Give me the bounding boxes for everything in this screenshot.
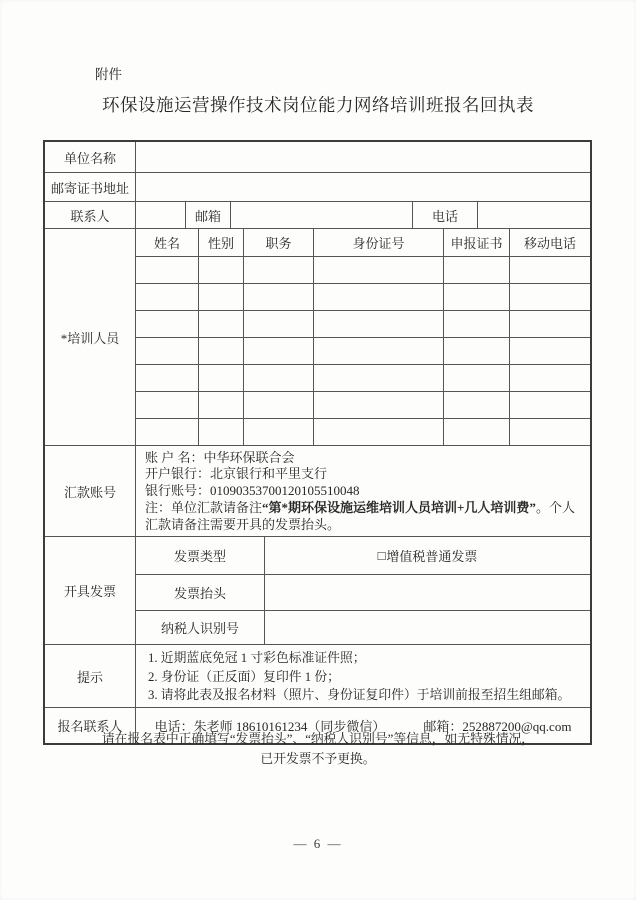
mailing-address-value-cell: [135, 173, 590, 201]
registration-contact-label: 报名联系人: [57, 719, 123, 734]
col-header-mobile: 移动电话: [509, 229, 590, 256]
remittance-row: [45, 445, 590, 536]
invoice-type-value: [264, 537, 590, 574]
contact-name-cell: [135, 202, 185, 228]
personnel-empty-row: [136, 418, 590, 445]
personnel-empty-row: [136, 310, 590, 337]
checkbox-icon: □: [377, 547, 386, 563]
col-header-gender: 性别: [198, 229, 243, 256]
attachment-label: 附件: [95, 67, 122, 82]
personnel-header-row: [136, 229, 590, 256]
personnel-label: *培训人员: [60, 330, 120, 346]
invoice-section: [45, 536, 590, 644]
invoice-title-label: 发票抬头: [173, 586, 226, 601]
footer-note: [0, 729, 636, 769]
remittance-account-number: 银行账号：01090353700120105510048: [145, 483, 360, 499]
mailing-address-row: [45, 172, 590, 201]
col-header-certificate: 申报证书: [443, 229, 509, 256]
remittance-note-bold: “第*期环保设施运维培训人员培训+几人培训费”: [262, 499, 536, 515]
registration-contact-email: 邮箱：252887200@qq.com: [423, 719, 572, 734]
registration-form-table: [43, 140, 592, 745]
personnel-grid: [135, 229, 590, 445]
invoice-title-value-cell: [264, 575, 590, 610]
col-header-position: 职务: [243, 229, 313, 256]
col-header-name: 姓名: [153, 236, 180, 251]
mailing-address-label: 邮寄证书地址: [50, 180, 129, 196]
registration-contact-phone: 电话：朱老师 18610161234（同步微信）: [154, 719, 386, 734]
contact-phone-label: 电话: [412, 202, 477, 228]
unit-name-value-cell: [135, 142, 590, 172]
tips-content: [135, 645, 590, 707]
remittance-details: [135, 446, 590, 536]
page-title: 环保设施运营操作技术岗位能力网络培训班报名回执表: [102, 95, 534, 115]
invoice-taxid-label: 纳税人识别号: [160, 621, 239, 636]
tip-item-1: 1. 近期蓝底免冠 1 寸彩色标准证件照；: [148, 651, 366, 666]
invoice-type-row: [136, 537, 590, 574]
col-header-id-number: 身份证号: [313, 229, 443, 256]
remittance-label: 汇款账号: [63, 484, 116, 500]
tips-label: 提示: [76, 669, 103, 685]
contact-phone-cell: [477, 202, 590, 228]
personnel-empty-row: [136, 391, 590, 418]
tip-item-3: 3. 请将此表及报名材料（照片、身份证复印件）于培训前报至招生组邮箱。: [148, 688, 571, 703]
contact-email-label: 邮箱: [185, 202, 230, 228]
footer-note-line-2: 已开发票不予更换。: [260, 752, 376, 766]
unit-name-label: 单位名称: [63, 150, 116, 166]
contact-label: 联系人: [70, 208, 110, 224]
remittance-note-suffix: 。个人汇款请备注需要开具的发票抬头。: [145, 499, 575, 532]
remittance-note-prefix: 注：单位汇款请备注: [145, 499, 263, 515]
personnel-empty-row: [136, 337, 590, 364]
contact-row: [45, 201, 590, 228]
invoice-title-row: [136, 574, 590, 610]
personnel-empty-row: [136, 364, 590, 391]
remittance-note: [145, 500, 582, 534]
invoice-grid: [135, 537, 590, 644]
invoice-type-label: 发票类型: [173, 549, 226, 564]
remittance-bank: 开户银行：北京银行和平里支行: [145, 466, 328, 482]
invoice-taxid-row: [136, 610, 590, 644]
invoice-type-text: 增值税普通发票: [386, 549, 478, 564]
tips-row: [45, 644, 590, 707]
invoice-label: 开具发票: [63, 584, 116, 599]
remittance-account-name: 账 户 名：中华环保联合会: [145, 449, 295, 465]
contact-email-cell: [230, 202, 412, 228]
footer-note-line-1: 请在报名表中正确填写“发票抬头”、“纳税人识别号”等信息，如无特殊情况，: [101, 732, 535, 746]
personnel-empty-row: [136, 256, 590, 283]
personnel-empty-row: [136, 283, 590, 310]
page-number: — 6 —: [293, 836, 343, 851]
personnel-section: [45, 228, 590, 445]
invoice-taxid-value-cell: [264, 611, 590, 644]
unit-name-row: [45, 142, 590, 172]
tip-item-2: 2. 身份证（正反面）复印件 1 份；: [148, 669, 340, 684]
